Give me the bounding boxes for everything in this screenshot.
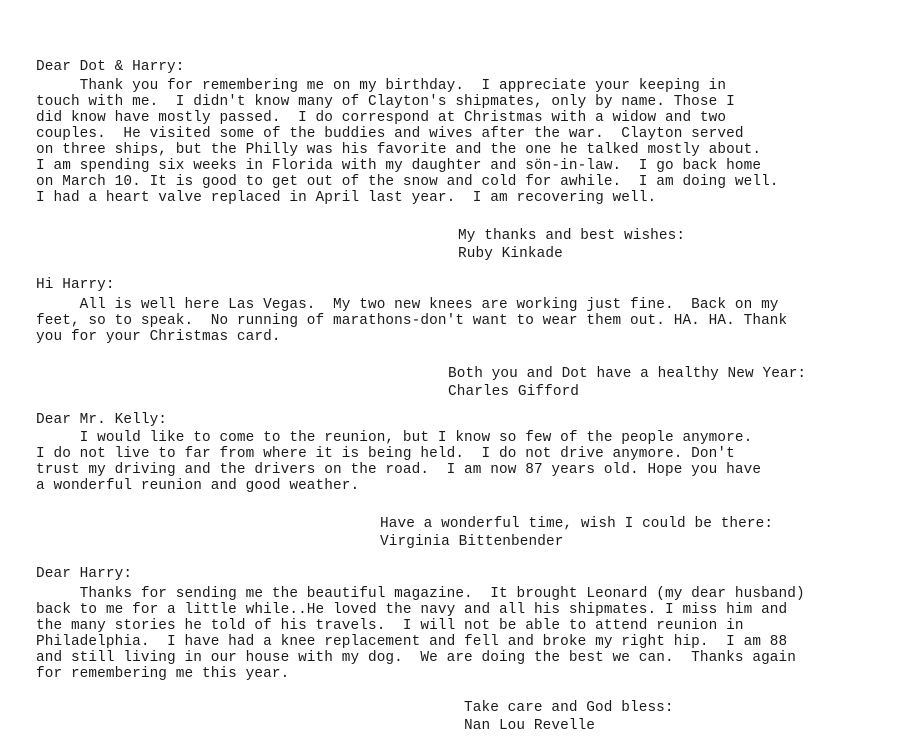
- letter-body-line: Thanks for sending me the beautiful magazine. It brought Leonard (my dear husband): [36, 586, 805, 602]
- letter-closing: Take care and God bless:: [464, 700, 674, 716]
- letter-body-line: I had a heart valve replaced in April last year. I am recovering well.: [36, 190, 657, 206]
- letter-body-line: I am spending six weeks in Florida with my daughter and sön-in-law. I go back home: [36, 158, 762, 174]
- letter-body-line: I do not live to far from where it is being held. I do not drive anymore. Don't: [36, 446, 735, 462]
- letter-body-line: the many stories he told of his travels. I will not be able to attend reunion in: [36, 618, 744, 634]
- letter-body-line: and still living in our house with my dog. We are doing the best we can. Thanks again: [36, 650, 797, 666]
- letter-signature: Virginia Bittenbender: [380, 534, 564, 550]
- letter-body-line: Philadelphia. I have had a knee replacement and fell and broke my right hip. I am 88: [36, 634, 788, 650]
- letter-closing: Both you and Dot have a healthy New Year:: [448, 366, 807, 382]
- letter-greeting: Dear Harry:: [36, 566, 133, 582]
- letter-body-line: touch with me. I didn't know many of Clayton's shipmates, only by name. Those I: [36, 94, 735, 110]
- letter-body-line: you for your Christmas card.: [36, 329, 281, 345]
- letter-body-line: did know have mostly passed. I do correspond at Christmas with a widow and two: [36, 110, 727, 126]
- letter-body-line: on March 10. It is good to get out of the snow and cold for awhile. I am doing well.: [36, 174, 779, 190]
- letter-greeting: Dear Mr. Kelly:: [36, 412, 168, 428]
- letter-signature: Charles Gifford: [448, 384, 580, 400]
- letter-greeting: Dear Dot & Harry:: [36, 59, 185, 75]
- letter-body-line: back to me for a little while..He loved the navy and all his shipmates. I miss him and: [36, 602, 788, 618]
- letter-signature: Nan Lou Revelle: [464, 718, 596, 734]
- letter-body-line: feet, so to speak. No running of marathons-don't want to wear them out. HA. HA. Thank: [36, 313, 788, 329]
- letter-body-line: Thank you for remembering me on my birthday. I appreciate your keeping in: [36, 78, 727, 94]
- letter-body-line: I would like to come to the reunion, but I know so few of the people anymore.: [36, 430, 753, 446]
- letter-closing: My thanks and best wishes:: [458, 228, 686, 244]
- letter-signature: Ruby Kinkade: [458, 246, 563, 262]
- letter-closing: Have a wonderful time, wish I could be there:: [380, 516, 774, 532]
- letter-greeting: Hi Harry:: [36, 277, 115, 293]
- letter-body-line: a wonderful reunion and good weather.: [36, 478, 360, 494]
- letter-body-line: All is well here Las Vegas. My two new knees are working just fine. Back on my: [36, 297, 779, 313]
- letter-body-line: trust my driving and the drivers on the road. I am now 87 years old. Hope you have: [36, 462, 762, 478]
- letter-body-line: couples. He visited some of the buddies and wives after the war. Clayton served: [36, 126, 744, 142]
- letter-body-line: for remembering me this year.: [36, 666, 290, 682]
- letter-body-line: on three ships, but the Philly was his favorite and the one he talked mostly about.: [36, 142, 762, 158]
